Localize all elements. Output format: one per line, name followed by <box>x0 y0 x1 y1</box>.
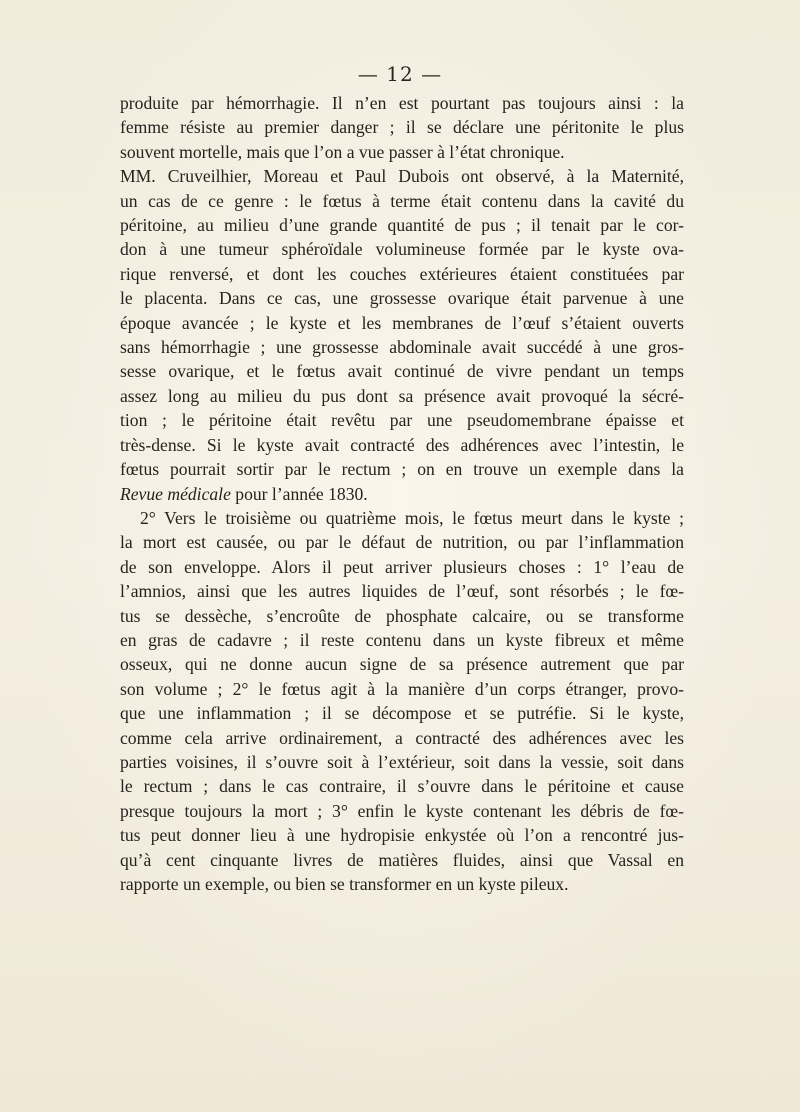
text-line: un cas de ce genre : le fœtus à terme était contenu dans la cavité du <box>120 190 684 211</box>
text-line: 2° Vers le troisième ou quatrième mois, le fœtus meurt dans le kyste ; <box>140 507 684 528</box>
text-line: qu’à cent cinquante livres de matières fluides, ainsi que Vassal en <box>120 849 684 870</box>
text-line: tion ; le péritoine était revêtu par une pseudomembrane épaisse et <box>120 410 684 431</box>
text-line: péritoine, au milieu d’une grande quantité de pus ; il tenait par le cor- <box>120 215 684 236</box>
text-line: produite par hémorrhagie. Il n’en est pourtant pas toujours ainsi : la <box>120 93 684 113</box>
text-line: osseux, qui ne donne aucun signe de sa présence autrement que par <box>120 654 684 675</box>
text-line: en gras de cadavre ; il reste contenu dans un kyste fibreux et même <box>120 629 684 650</box>
text-line: femme résiste au premier danger ; il se déclare une péritonite le plus <box>120 117 684 138</box>
text-line: époque avancée ; le kyste et les membranes de l’œuf s’étaient ouverts <box>120 312 684 333</box>
text-line: sans hémorrhagie ; une grossesse abdominale avait succédé à une gros- <box>120 337 684 358</box>
text-line: don à une tumeur sphéroïdale volumineuse formée par le kyste ova- <box>120 239 684 260</box>
text-line: la mort est causée, ou par le défaut de nutrition, ou par l’inflammation <box>120 532 684 553</box>
text-line: fœtus pourrait sortir par le rectum ; on en trouve un exemple dans la <box>120 459 684 480</box>
page-number: — 12 — <box>357 62 443 86</box>
text-line: le rectum ; dans le cas contraire, il s’ouvre dans le péritoine et cause <box>120 776 684 797</box>
text-line: l’amnios, ainsi que les autres liquides de l’œuf, sont résorbés ; le fœ- <box>120 581 684 602</box>
italic-journal-title: Revue médicale <box>120 483 231 504</box>
body-text <box>120 91 684 896</box>
text-line: MM. Cruveilhier, Moreau et Paul Dubois ont observé, à la Maternité, <box>120 166 684 187</box>
text-line: rique renversé, et dont les couches extérieures étaient constituées par <box>120 263 684 284</box>
text-line: rapporte un exemple, ou bien se transformer en un kyste pileux. <box>120 874 569 894</box>
text-line: que une inflammation ; il se décompose et se putréfie. Si le kyste, <box>120 703 684 724</box>
text-fragment: pour l’année 1830. <box>235 483 368 504</box>
text-line: parties voisines, il s’ouvre soit à l’extérieur, soit dans la vessie, soit dans <box>120 751 684 772</box>
text-line: le placenta. Dans ce cas, une grossesse ovarique était parvenue à une <box>120 288 684 309</box>
text-line: très-dense. Si le kyste avait contracté des adhérences avec l’intestin, le <box>120 434 684 455</box>
text-line: tus se dessèche, s’encroûte de phosphate calcaire, ou se transforme <box>120 605 684 626</box>
text-line: comme cela arrive ordinairement, a contracté des adhérences avec les <box>120 727 684 748</box>
text-line-with-italic <box>120 482 684 506</box>
text-line: tus peut donner lieu à une hydropisie enkystée où l’on a rencontré jus- <box>120 825 684 846</box>
text-line: souvent mortelle, mais que l’on a vue passer à l’état chronique. <box>120 141 565 162</box>
text-line: sesse ovarique, et le fœtus avait continué de vivre pendant un temps <box>120 361 684 382</box>
text-line: de son enveloppe. Alors il peut arriver plusieurs choses : 1° l’eau de <box>120 556 684 577</box>
text-line: son volume ; 2° le fœtus agit à la manière d’un corps étranger, provo- <box>120 678 684 699</box>
text-line: assez long au milieu du pus dont sa présence avait provoqué la sécré- <box>120 385 684 406</box>
text-line: presque toujours la mort ; 3° enfin le kyste contenant les débris de fœ- <box>120 800 684 821</box>
